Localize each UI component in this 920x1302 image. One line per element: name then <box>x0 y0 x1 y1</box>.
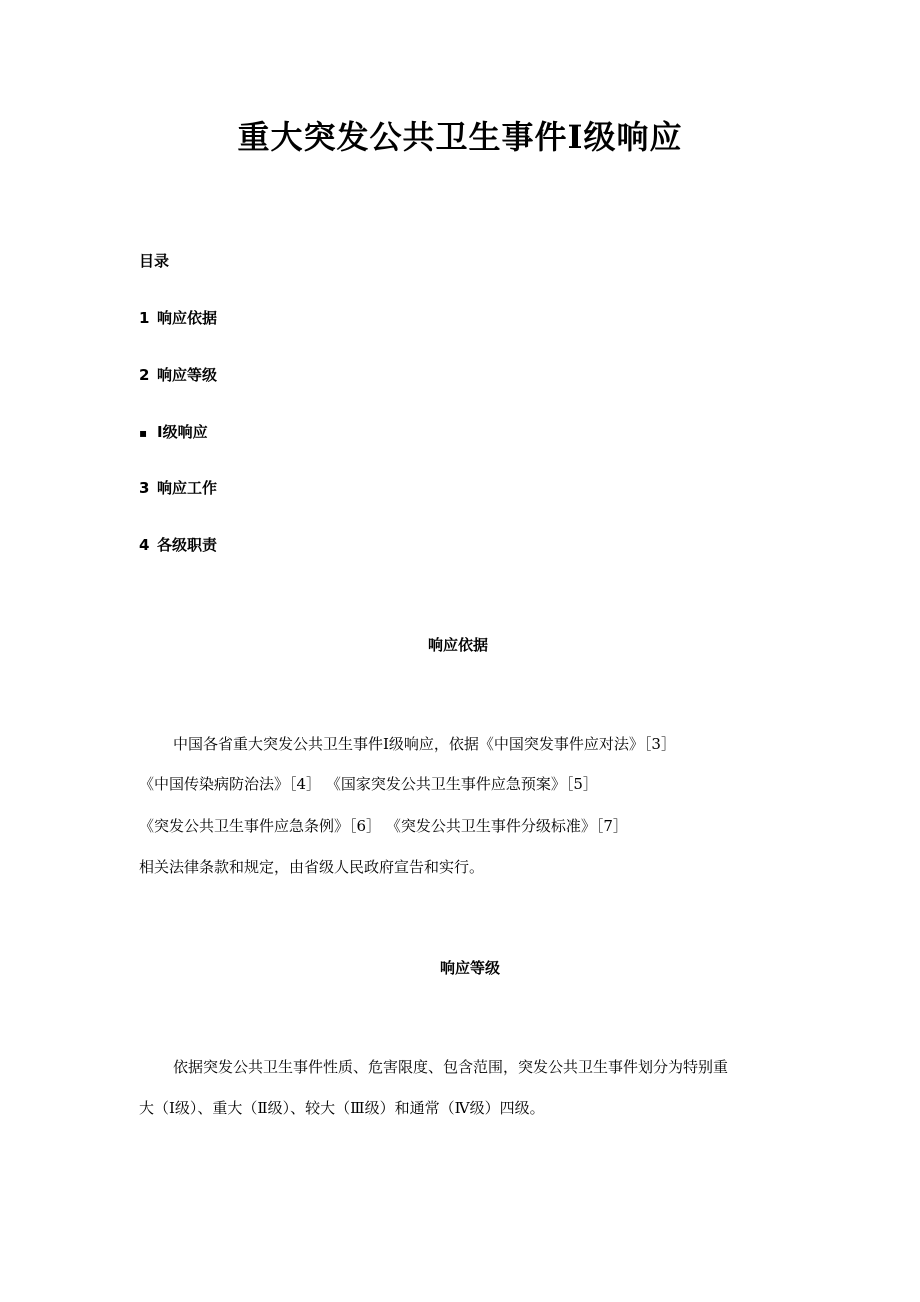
toc-item-label: 响应等级 <box>157 366 218 384</box>
toc-item-level1[interactable] <box>139 421 208 442</box>
toc-item-4[interactable] <box>139 534 217 555</box>
document-title: 重大突发公共卫生事件Ⅰ级响应 <box>237 118 683 156</box>
toc-item-label: 响应依据 <box>157 309 218 327</box>
section-title-basis: 响应依据 <box>428 636 489 654</box>
paragraph-line: 相关法律条款和规定，由省级人民政府宣告和实行。 <box>139 858 485 876</box>
toc-item-2[interactable] <box>139 364 217 385</box>
toc-item-number: 1 <box>139 309 150 327</box>
toc-item-label: Ⅰ级响应 <box>157 423 208 441</box>
toc-item-1[interactable] <box>139 307 217 328</box>
bullet-icon: ▪ <box>139 426 148 440</box>
section-title-levels: 响应等级 <box>440 959 501 977</box>
paragraph-line: 《中国传染病防治法》［4］ 《国家突发公共卫生事件应急预案》［5］ <box>139 775 598 793</box>
toc-item-3[interactable] <box>139 477 217 498</box>
toc-item-label: 响应工作 <box>157 479 218 497</box>
toc-heading: 目录 <box>139 252 170 270</box>
toc-item-number: 2 <box>139 366 150 384</box>
paragraph-line: 大（Ⅰ级）、重大（Ⅱ级）、较大（Ⅲ级）和通常（Ⅳ级）四级。 <box>139 1099 545 1117</box>
paragraph-line: 依据突发公共卫生事件性质、危害限度、包含范围，突发公共卫生事件划分为特别重 <box>173 1058 729 1076</box>
paragraph-line: 中国各省重大突发公共卫生事件Ⅰ级响应，依据《中国突发事件应对法》［3］ <box>173 735 676 753</box>
toc-item-number: 4 <box>139 536 150 554</box>
paragraph-line: 《突发公共卫生事件应急条例》［6］ 《突发公共卫生事件分级标准》［7］ <box>139 817 628 835</box>
toc-item-label: 各级职责 <box>157 536 218 554</box>
toc-item-number: 3 <box>139 479 150 497</box>
